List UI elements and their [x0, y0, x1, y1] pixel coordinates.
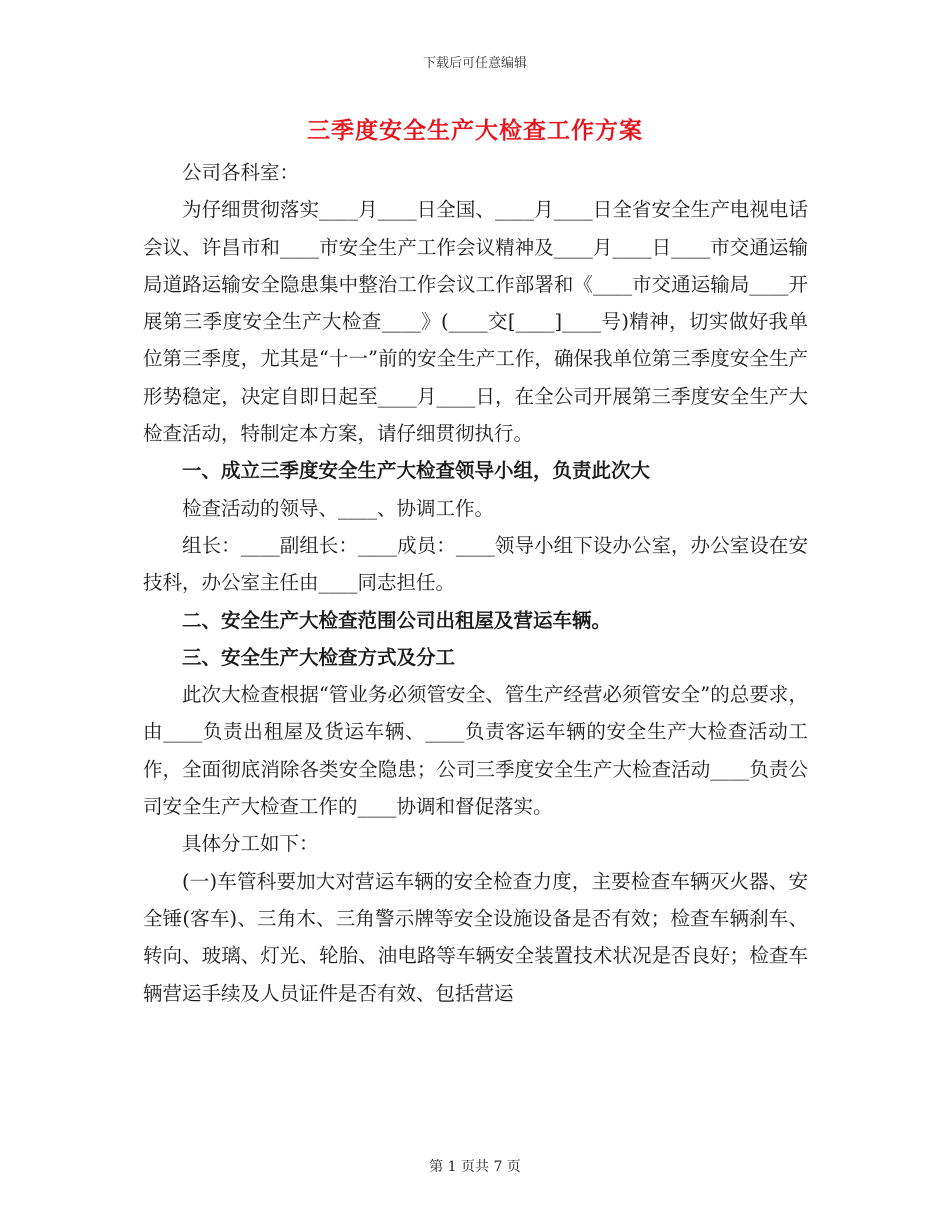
page-footer-number: 第 1 页共 7 页	[429, 1159, 521, 1175]
page-header-note: 下载后可任意编辑	[422, 56, 527, 71]
section-2-heading: 二、安全生产大检查范围公司出租屋及营运车辆。	[182, 608, 612, 632]
document-title: 三季度安全生产大检查工作方案	[307, 117, 643, 144]
salutation: 公司各科室：	[182, 161, 300, 184]
section-1-continuation: 检查活动的领导、____、协调工作。	[182, 496, 495, 520]
division-intro: 具体分工如下：	[182, 832, 319, 856]
document-body	[143, 154, 808, 1012]
section-1-members: 组长：____副组长：____成员：____领导小组下设办公室，办公室设在安技科，办公室主任由____同志担任。	[143, 533, 808, 595]
item-1: (一)车管科要加大对营运车辆的安全检查力度，主要检查车辆灭火器、安全锤(客车)、三角木、三角警示牌等安全设施设备是否有效；检查车辆刹车、转向、玻璃、灯光、轮胎、油电路等车辆安全装置技术状况是否良好；检查车辆营运手续及人员证件是否有效、包括营运	[143, 869, 808, 1005]
section-1-heading: 一、成立三季度安全生产大检查领导小组，负责此次大	[182, 459, 651, 483]
section-3-paragraph: 此次大检查根据“管业务必须管安全、管生产经营必须管安全”的总要求，由____负责出租屋及货运车辆、____负责客运车辆的安全生产大检查活动工作，全面彻底消除各类安全隐患；公司三季度安全生产大检查活动____负责公司安全生产大检查工作的____协调和督促落实。	[143, 683, 808, 819]
section-3-heading: 三、安全生产大检查方式及分工	[182, 645, 456, 669]
paragraph-intro: 为仔细贯彻落实____月____日全国、____月____日全省安全生产电视电话会议、许昌市和____市安全生产工作会议精神及____月____日____市交通运输局道路运输安全隐患集中整治工作会议工作部署和《____市交通运输局____开展第三季度安全生产大检查____》(____交[____]____号)精神，切实做好我单位第三季度，尤其是“十一”前的安全生产工作，确保我单位第三季度安全生产形势稳定，决定自即日起至____月____日，在全公司开展第三季度安全生产大检查活动，特制定本方案，请仔细贯彻执行。	[143, 198, 808, 446]
